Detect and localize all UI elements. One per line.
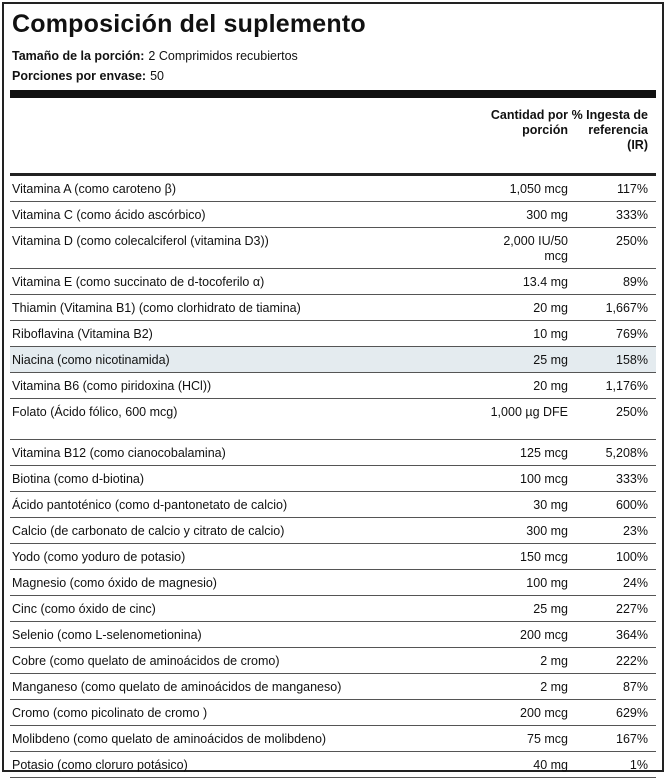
servings-per-container xyxy=(12,69,164,83)
serving-size xyxy=(12,49,298,63)
nutrient-amount: 25 mg xyxy=(533,602,568,616)
table-header xyxy=(10,98,656,176)
nutrient-dv: 227% xyxy=(616,602,648,616)
header-amount: Cantidad por porción xyxy=(490,108,568,137)
table-row xyxy=(10,596,656,622)
nutrient-amount: 2,000 IU/50 mcg xyxy=(503,234,568,263)
table-row xyxy=(10,228,656,269)
table-row xyxy=(10,269,656,295)
nutrient-name: Niacina (como nicotinamida) xyxy=(12,353,170,367)
nutrient-dv: 333% xyxy=(616,208,648,222)
serving-size-label: Tamaño de la porción: xyxy=(12,49,145,63)
nutrient-table xyxy=(10,176,656,778)
table-row xyxy=(10,202,656,228)
nutrient-amount: 300 mg xyxy=(526,524,568,538)
nutrient-name: Vitamina C (como ácido ascórbico) xyxy=(12,208,206,222)
nutrient-amount: 1,050 mcg xyxy=(509,182,568,196)
nutrient-name: Molibdeno (como quelato de aminoácidos de molibdeno) xyxy=(12,732,327,746)
nutrient-dv: 89% xyxy=(622,275,648,289)
table-row xyxy=(10,373,656,399)
table-row xyxy=(10,544,656,570)
nutrient-name: Vitamina B6 (como piridoxina (HCl)) xyxy=(12,379,212,393)
nutrient-dv: 167% xyxy=(616,732,648,746)
thick-divider xyxy=(10,90,656,98)
nutrient-name: Ácido pantoténico (como d-pantonetato de calcio) xyxy=(12,498,288,512)
nutrient-name: Selenio (como L-selenometionina) xyxy=(12,628,202,642)
table-row-highlighted xyxy=(10,347,656,373)
header-daily-value: % Ingesta de referencia (IR) xyxy=(571,108,648,152)
serving-size-value: 2 Comprimidos recubiertos xyxy=(148,49,298,63)
nutrient-dv: 364% xyxy=(616,628,648,642)
nutrient-dv: 24% xyxy=(622,576,648,590)
nutrient-dv: 100% xyxy=(616,550,648,564)
nutrient-dv: 23% xyxy=(622,524,648,538)
nutrient-name: Cinc (como óxido de cinc) xyxy=(12,602,156,616)
servings-per-container-value: 50 xyxy=(150,69,164,83)
nutrient-name: Potasio (como cloruro potásico) xyxy=(12,758,188,772)
nutrient-amount: 2 mg xyxy=(540,654,568,668)
nutrient-amount: 10 mg xyxy=(533,327,568,341)
nutrient-name: Folato (Ácido fólico, 600 mcg) xyxy=(12,405,178,419)
table-row xyxy=(10,648,656,674)
nutrient-dv: 87% xyxy=(622,680,648,694)
nutrient-amount: 100 mg xyxy=(526,576,568,590)
nutrient-amount: 20 mg xyxy=(533,379,568,393)
table-row xyxy=(10,518,656,544)
nutrient-name: Magnesio (como óxido de magnesio) xyxy=(12,576,217,590)
table-row xyxy=(10,674,656,700)
nutrient-dv: 250% xyxy=(616,405,648,419)
table-row xyxy=(10,622,656,648)
supplement-facts-panel xyxy=(2,2,664,772)
nutrient-dv: 629% xyxy=(616,706,648,720)
nutrient-name: Cromo (como picolinato de cromo ) xyxy=(12,706,208,720)
nutrient-amount: 200 mcg xyxy=(520,706,568,720)
table-row xyxy=(10,440,656,466)
panel-title: Composición del suplemento xyxy=(12,10,366,38)
table-row xyxy=(10,176,656,202)
nutrient-dv: 222% xyxy=(616,654,648,668)
table-row xyxy=(10,700,656,726)
table-row xyxy=(10,570,656,596)
nutrient-amount: 13.4 mg xyxy=(522,275,568,289)
nutrient-dv: 769% xyxy=(616,327,648,341)
nutrient-amount: 125 mcg xyxy=(520,446,568,460)
servings-per-container-label: Porciones por envase: xyxy=(12,69,147,83)
nutrient-name: Riboflavina (Vitamina B2) xyxy=(12,327,153,341)
nutrient-amount: 75 mcg xyxy=(527,732,568,746)
nutrient-name: Thiamin (Vitamina B1) (como clorhidrato de tiamina) xyxy=(12,301,301,315)
nutrient-dv: 1,667% xyxy=(605,301,648,315)
nutrient-amount: 150 mcg xyxy=(520,550,568,564)
nutrient-amount: 30 mg xyxy=(533,498,568,512)
nutrient-amount: 1,000 µg DFE xyxy=(490,405,568,419)
nutrient-amount: 25 mg xyxy=(533,353,568,367)
nutrient-name: Vitamina D (como colecalciferol (vitamina D3)) xyxy=(12,234,269,248)
nutrient-dv: 250% xyxy=(616,234,648,248)
nutrient-name: Vitamina E (como succinato de d-tocoferilo α) xyxy=(12,275,265,289)
nutrient-amount: 100 mcg xyxy=(520,472,568,486)
nutrient-dv: 600% xyxy=(616,498,648,512)
nutrient-name: Cobre (como quelato de aminoácidos de cromo) xyxy=(12,654,280,668)
nutrient-name: Yodo (como yoduro de potasio) xyxy=(12,550,186,564)
nutrient-name: Vitamina A (como caroteno β) xyxy=(12,182,176,196)
table-row xyxy=(10,399,656,440)
nutrient-dv: 333% xyxy=(616,472,648,486)
nutrient-dv: 1% xyxy=(629,758,648,772)
table-row xyxy=(10,752,656,778)
table-row xyxy=(10,726,656,752)
nutrient-amount: 2 mg xyxy=(540,680,568,694)
nutrient-dv: 158% xyxy=(616,353,648,367)
table-row xyxy=(10,466,656,492)
nutrient-amount: 40 mg xyxy=(533,758,568,772)
nutrient-name: Vitamina B12 (como cianocobalamina) xyxy=(12,446,226,460)
nutrient-dv: 1,176% xyxy=(605,379,648,393)
nutrient-name: Calcio (de carbonato de calcio y citrato de calcio) xyxy=(12,524,285,538)
table-row xyxy=(10,321,656,347)
nutrient-name: Biotina (como d-biotina) xyxy=(12,472,145,486)
nutrient-dv: 117% xyxy=(616,182,648,196)
nutrient-amount: 300 mg xyxy=(526,208,568,222)
nutrient-dv: 5,208% xyxy=(605,446,648,460)
table-row xyxy=(10,492,656,518)
table-row xyxy=(10,295,656,321)
nutrient-amount: 200 mcg xyxy=(520,628,568,642)
nutrient-amount: 20 mg xyxy=(533,301,568,315)
nutrient-name: Manganeso (como quelato de aminoácidos de manganeso) xyxy=(12,680,342,694)
